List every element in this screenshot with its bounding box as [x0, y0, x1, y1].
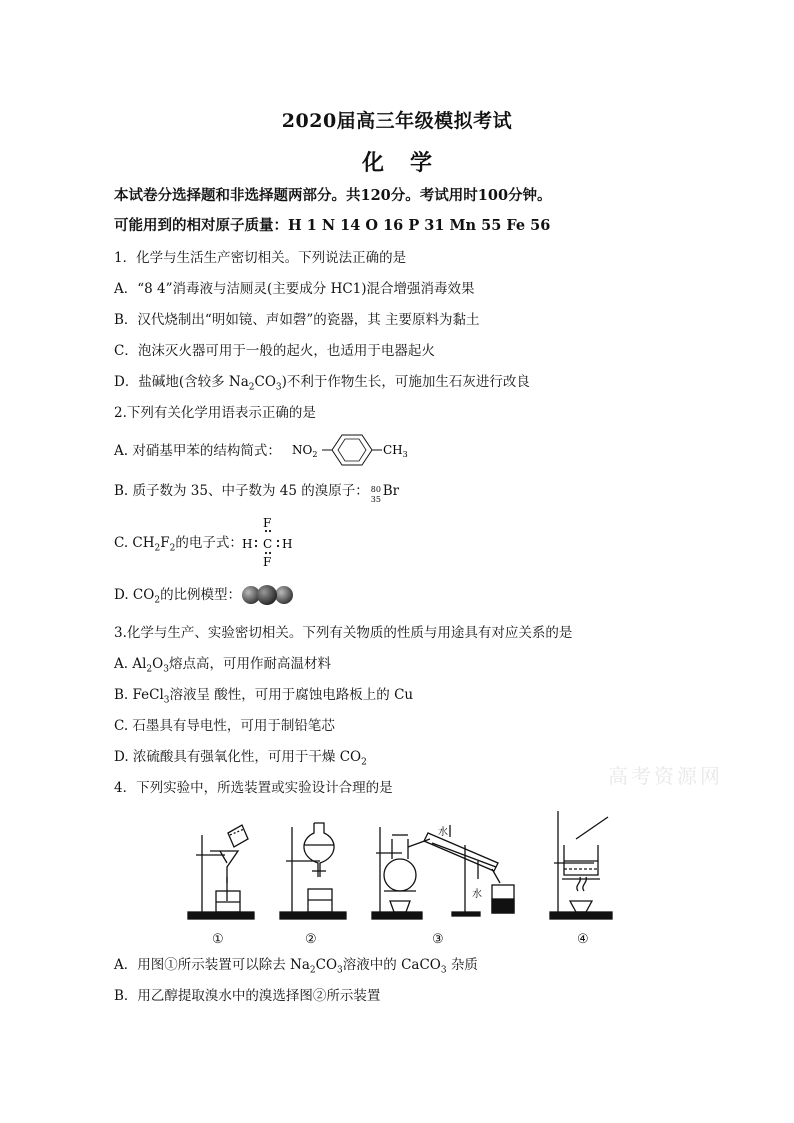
q1-d-post: )不利于作物生长，可施加生石灰进行改良 [281, 374, 530, 390]
exam-title: 2020届高三年级模拟考试 [281, 110, 513, 132]
water-label-top: 水 [438, 827, 448, 838]
q3-option-b: B. FeCl$_3$溶液呈 酸性，可用于腐蚀电路板上的 Cu [114, 687, 414, 706]
q1-stem: 1．化学与生活生产密切相关。下列说法正确的是 [114, 250, 407, 266]
electron-f-top: F [263, 516, 272, 530]
q3-option-d: D. 浓硫酸具有强氧化性，可用于干燥 $CO_2$ [114, 749, 367, 768]
q2-option-d: D. $CO_2$的比例模型： [114, 587, 242, 606]
fig-label-2: ② [305, 932, 317, 947]
q2-option-c: C. $CH_2F_2$的电子式： [114, 535, 243, 554]
fig-label-4: ④ [577, 932, 589, 947]
q1-option-b: B．汉代烧制出“明如镜、声如磬”的瓷器，其 主要原料为黏土 [114, 312, 480, 328]
q2-stem: 2.下列有关化学用语表示正确的是 [114, 405, 316, 421]
electron-c-center: C [263, 537, 273, 551]
electron-h-right: H [282, 537, 293, 551]
q1-d-pre: D．盐碱地(含较多 Na [114, 374, 249, 390]
q1-option-d [114, 372, 530, 398]
co2-ratio-model [240, 583, 300, 609]
no2-group: $NO_2$ [292, 443, 318, 459]
q3-option-a: A. $Al_2O_3$熔点高，可用作耐高温材料 [114, 656, 331, 675]
q3-stem: 3.化学与生产、实验密切相关。下列有关物质的性质与用途具有对应关系的是 [114, 625, 573, 641]
water-label-bottom: 水 [472, 889, 482, 900]
atomic-mass-line: 可能用到的相对原子质量：H 1 N 14 O 16 P 31 Mn 55 Fe 56 [114, 217, 551, 234]
apparatus-3-distillation [372, 825, 514, 919]
q1-option-a: A．“8 4”消毒液与洁厕灵(主要成分 HC1)混合增强消毒效果 [114, 281, 475, 297]
q1-option-c: C．泡沫灭火器可用于一般的起火，也适用于电器起火 [114, 343, 435, 359]
bromine-symbol: Br [382, 483, 400, 499]
q2-option-b [114, 481, 399, 502]
q4-option-a: A．用图①所示装置可以除去 $Na_2CO_3$溶液中的 CaCO$_3$ 杂质 [114, 957, 478, 976]
apparatus-2-separatory-funnel [280, 823, 346, 919]
electron-formula-ch2f2 [238, 514, 308, 570]
apparatus-1-filtration [188, 825, 254, 919]
exam-instructions: 本试卷分选择题和非选择题两部分。共120分。考试用时100分钟。 [114, 187, 552, 204]
watermark: 高考资源网 [608, 764, 723, 788]
nitrotoluene-structure [290, 430, 420, 470]
bromine-isotope: 80 35 [370, 484, 381, 504]
q1-d-mid: CO [254, 374, 276, 390]
ch3-group: $CH_3$ [383, 443, 408, 459]
electron-f-bottom: F [263, 555, 272, 569]
q4-stem: 4．下列实验中，所选装置或实验设计合理的是 [114, 780, 393, 796]
q4-option-b: B．用乙醇提取溴水中的溴选择图②所示装置 [114, 988, 381, 1004]
q2-b-label: B. 质子数为 35、中子数为 45 的溴原子： [114, 483, 369, 499]
fig-label-1: ① [212, 932, 224, 947]
q2-option-a [114, 441, 281, 461]
apparatus-figures [180, 805, 620, 950]
q1-d-sub2: 3 [275, 382, 282, 393]
fig-label-3: ③ [432, 932, 444, 947]
electron-h-left: H [242, 537, 253, 551]
q1-d-sub1: 2 [248, 382, 255, 393]
q2-a-label: A. 对硝基甲苯的结构简式： [114, 443, 281, 459]
apparatus-4-heating [550, 811, 612, 919]
q3-option-c: C. 石墨具有导电性，可用于制铅笔芯 [114, 718, 335, 734]
subject-title: 化学 [361, 150, 458, 176]
